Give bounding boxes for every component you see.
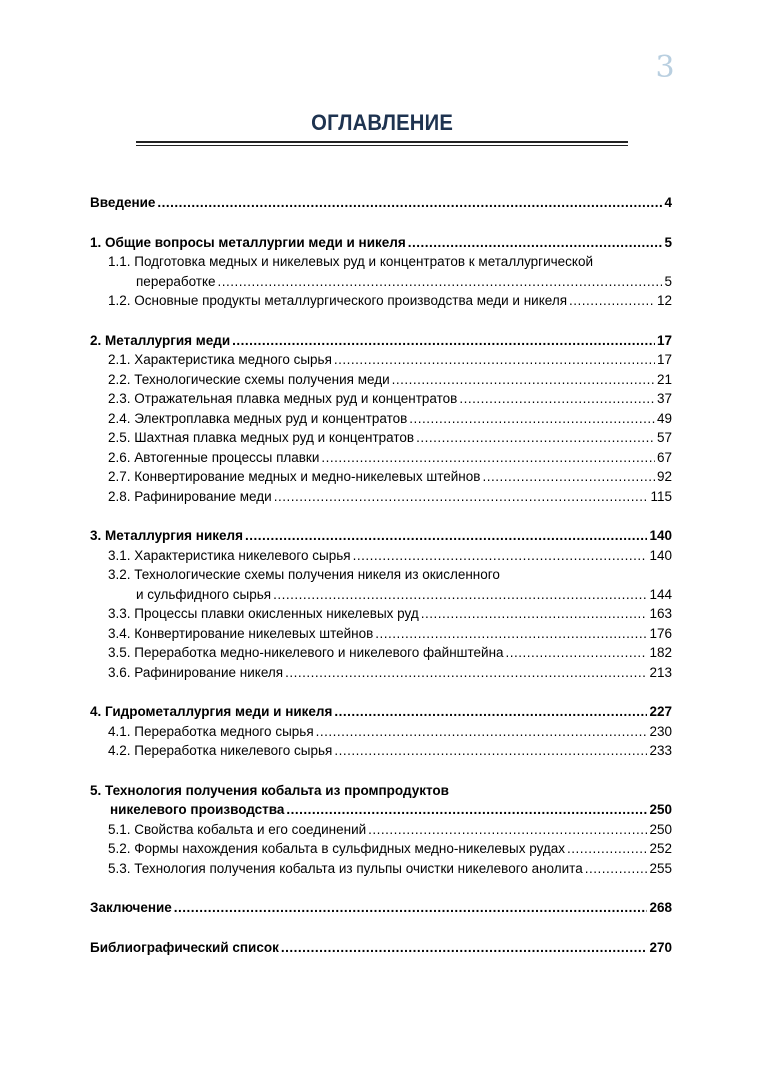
toc-entry-label: 4.1. Переработка медного сырья	[108, 723, 314, 739]
toc-chapter-5-line1[interactable]	[90, 781, 672, 801]
dot-leader	[585, 859, 648, 879]
toc-entry-label: 2.5. Шахтная плавка медных руд и концентратов	[108, 430, 415, 445]
dot-leader	[506, 643, 648, 663]
toc-entry-label: 2.4. Электроплавка медных руд и концентратов	[108, 410, 408, 426]
toc-entry-label: 2.1. Характеристика медного сырья	[108, 352, 332, 367]
toc-entry-page: 37	[656, 391, 672, 406]
toc-entry-label: 5. Технология получения кобальта из промпродуктов	[90, 782, 449, 798]
toc-entry-label: 2.3. Отражательная плавка медных руд и концентратов	[108, 391, 458, 406]
toc-entry-page: 233	[649, 743, 672, 758]
toc-entry-page: 57	[656, 430, 672, 445]
dot-leader	[409, 409, 655, 429]
dot-leader	[375, 624, 647, 644]
toc-entry-label: Библиографический список	[90, 939, 279, 955]
toc-chapter-5[interactable]	[90, 800, 672, 820]
dot-leader	[334, 741, 647, 761]
toc-entry-label: и сульфидного сырья	[136, 586, 272, 602]
toc-entry-page: 5	[664, 273, 672, 289]
toc-entry-page: 140	[649, 528, 672, 543]
toc-entry-label: 5.1. Свойства кобальта и его соединений	[108, 821, 367, 837]
toc-entry-label: 2.2. Технологические схемы получения меди	[108, 371, 390, 387]
toc-entry-page: 268	[649, 900, 672, 915]
toc-entry-page: 17	[656, 332, 672, 348]
title-underline	[136, 141, 628, 143]
table-of-contents	[90, 193, 672, 957]
dot-leader	[368, 820, 647, 840]
toc-entry-2-1[interactable]	[90, 350, 672, 370]
dot-leader	[567, 839, 647, 859]
toc-entry-label: 3.2. Технологические схемы получения никеля из окисленного	[108, 567, 500, 582]
toc-entry-page: 140	[649, 547, 672, 563]
dot-leader	[273, 585, 647, 605]
toc-entry-page: 115	[650, 488, 672, 504]
toc-entry-conclusion[interactable]	[90, 898, 672, 918]
toc-entry-2-5[interactable]	[90, 428, 672, 448]
toc-entry-label: 1.1. Подготовка медных и никелевых руд и концентратов к металлургической	[108, 254, 594, 269]
toc-entry-3-2[interactable]	[90, 585, 672, 605]
toc-entry-page: 250	[649, 821, 672, 837]
toc-entry-5-2[interactable]	[90, 839, 672, 859]
toc-entry-label: Введение	[90, 195, 156, 210]
dot-leader	[174, 898, 648, 918]
toc-entry-intro[interactable]	[90, 193, 672, 213]
dot-leader	[157, 193, 662, 213]
toc-entry-label: 1. Общие вопросы металлургии меди и никеля	[90, 234, 406, 250]
toc-entry-page: 21	[656, 371, 672, 387]
dot-leader	[245, 526, 647, 546]
toc-entry-2-2[interactable]	[90, 370, 672, 390]
toc-entry-label: 3.3. Процессы плавки окисленных никелевых руд	[108, 606, 419, 621]
dot-leader	[274, 487, 649, 507]
dot-leader	[421, 604, 648, 624]
toc-entry-3-1[interactable]	[90, 546, 672, 566]
page-title	[0, 110, 764, 136]
toc-entry-page: 270	[649, 939, 672, 955]
toc-entry-5-1[interactable]	[90, 820, 672, 840]
toc-entry-label: 3.6. Рафинирование никеля	[108, 664, 284, 680]
toc-entry-label: 3.5. Переработка медно-никелевого и никелевого файнштейна	[108, 645, 504, 660]
dot-leader	[459, 389, 655, 409]
toc-entry-page: 49	[656, 410, 672, 426]
toc-entry-3-4[interactable]	[90, 624, 672, 644]
toc-chapter-3[interactable]	[90, 526, 672, 546]
toc-entry-2-7[interactable]	[90, 467, 672, 487]
toc-entry-label: Заключение	[90, 900, 172, 915]
toc-entry-3-5[interactable]	[90, 643, 672, 663]
title-underline-thin	[136, 145, 628, 146]
dot-leader	[321, 448, 655, 468]
toc-entry-page: 213	[649, 664, 672, 680]
toc-entry-page: 252	[649, 841, 672, 856]
toc-entry-page: 230	[649, 723, 672, 739]
page-number: 3	[655, 50, 675, 85]
dot-leader	[285, 663, 647, 683]
dot-leader	[334, 350, 655, 370]
toc-entry-label: 5.2. Формы нахождения кобальта в сульфидных медно-никелевых рудах	[108, 841, 566, 856]
toc-entry-label: 3. Металлургия никеля	[90, 528, 243, 543]
toc-chapter-2[interactable]	[90, 331, 672, 351]
toc-entry-2-6[interactable]	[90, 448, 672, 468]
dot-leader	[482, 467, 655, 487]
dot-leader	[232, 331, 655, 351]
toc-entry-3-6[interactable]	[90, 663, 672, 683]
dot-leader	[286, 800, 647, 820]
toc-entry-3-3[interactable]	[90, 604, 672, 624]
dot-leader	[392, 370, 655, 390]
toc-entry-label: 4. Гидрометаллургия меди и никеля	[90, 704, 333, 719]
toc-entry-1-2[interactable]	[90, 291, 672, 311]
dot-leader	[218, 272, 663, 292]
toc-entry-3-2-line1[interactable]	[90, 565, 672, 585]
toc-entry-label: 2.8. Рафинирование меди	[108, 488, 272, 504]
toc-entry-page: 17	[656, 352, 672, 367]
toc-entry-label: 2.6. Автогенные процессы плавки	[108, 449, 320, 465]
toc-entry-label: 1.2. Основные продукты металлургического производства меди и никеля	[108, 293, 568, 308]
toc-entry-page: 12	[656, 293, 672, 308]
toc-entry-page: 176	[649, 625, 672, 641]
page-title-text: ОГЛАВЛЕНИЕ	[311, 110, 453, 135]
toc-chapter-4[interactable]	[90, 702, 672, 722]
toc-chapter-1[interactable]	[90, 233, 672, 253]
toc-entry-label: 4.2. Переработка никелевого сырья	[108, 743, 333, 758]
toc-entry-page: 182	[649, 645, 672, 660]
toc-entry-label: 3.1. Характеристика никелевого сырья	[108, 547, 351, 563]
toc-entry-page: 144	[649, 586, 672, 602]
toc-entry-page: 5	[664, 234, 672, 250]
toc-entry-bibliography[interactable]	[90, 938, 672, 958]
toc-entry-page: 227	[649, 704, 672, 719]
toc-entry-4-1[interactable]	[90, 722, 672, 742]
dot-leader	[281, 938, 648, 958]
toc-entry-page: 250	[649, 802, 672, 817]
toc-entry-label: 2.7. Конвертирование медных и медно-никелевых штейнов	[108, 469, 481, 484]
toc-entry-page: 255	[649, 860, 672, 876]
toc-entry-label: 5.3. Технология получения кобальта из пульпы очистки никелевого анолита	[108, 860, 583, 876]
toc-entry-2-3[interactable]	[90, 389, 672, 409]
dot-leader	[416, 428, 655, 448]
dot-leader	[353, 546, 648, 566]
toc-entry-label: 3.4. Конвертирование никелевых штейнов	[108, 625, 374, 641]
toc-entry-4-2[interactable]	[90, 741, 672, 761]
toc-entry-1-1[interactable]	[90, 272, 672, 292]
dot-leader	[316, 722, 648, 742]
toc-entry-1-1-line1[interactable]	[90, 252, 672, 272]
dot-leader	[408, 233, 663, 253]
toc-entry-label: 2. Металлургия меди	[90, 332, 231, 348]
toc-entry-label: никелевого производства	[110, 802, 285, 817]
dot-leader	[334, 702, 647, 722]
toc-entry-5-3[interactable]	[90, 859, 672, 879]
toc-entry-label: переработке	[136, 273, 216, 289]
toc-entry-page: 92	[656, 469, 672, 484]
toc-entry-page: 4	[664, 195, 672, 210]
toc-entry-page: 163	[649, 606, 672, 621]
toc-entry-page: 67	[656, 449, 672, 465]
toc-entry-2-8[interactable]	[90, 487, 672, 507]
toc-entry-2-4[interactable]	[90, 409, 672, 429]
dot-leader	[569, 291, 655, 311]
